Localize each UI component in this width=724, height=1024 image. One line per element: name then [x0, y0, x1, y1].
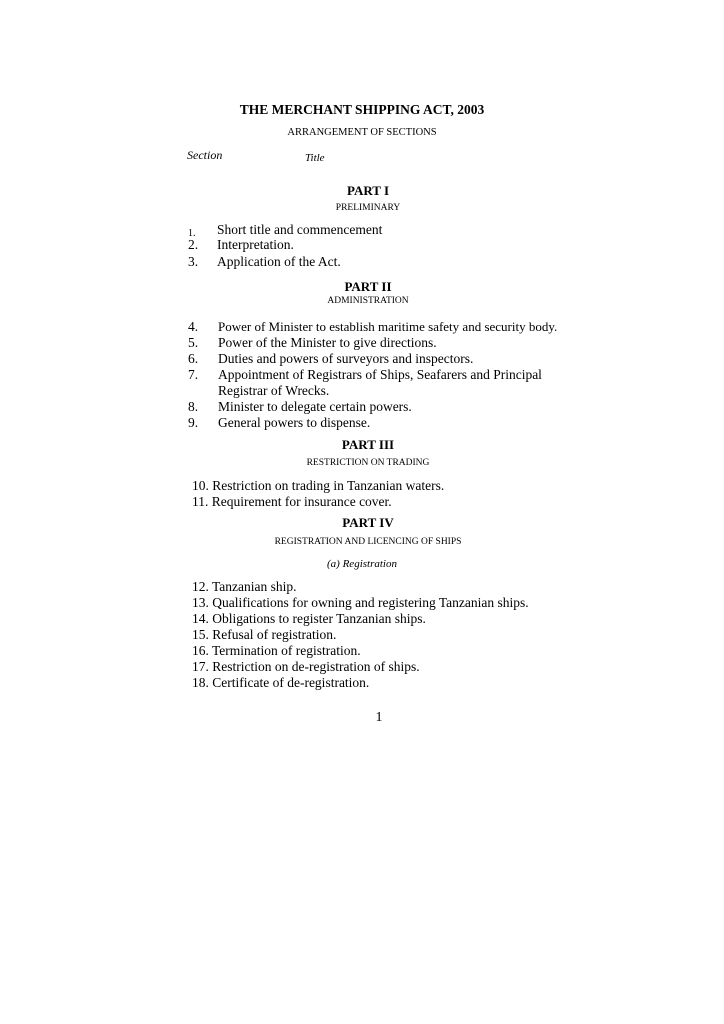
section-title: Application of the Act.	[217, 254, 341, 269]
column-header-section: Section	[187, 148, 223, 162]
part-subheading: RESTRICTION ON TRADING	[306, 458, 430, 468]
section-number: 1.	[188, 228, 196, 239]
division-heading: (a) Registration	[327, 558, 397, 570]
part-heading: PART II	[344, 279, 392, 294]
section-entry: 13. Qualifications for owning and registering Tanzanian ships.	[192, 595, 529, 610]
section-number: 3.	[188, 254, 199, 269]
column-header-title: Title	[305, 152, 325, 164]
section-number: 7.	[188, 367, 199, 382]
section-entry: 18. Certificate of de-registration.	[192, 675, 370, 690]
section-number: 8.	[188, 399, 199, 414]
section-entry: 15. Refusal of registration.	[192, 627, 337, 642]
section-title: Minister to delegate certain powers.	[218, 399, 412, 414]
section-entry: 10. Restriction on trading in Tanzanian waters.	[192, 478, 445, 493]
section-title: Short title and commencement	[217, 222, 383, 237]
section-number: 5.	[188, 335, 199, 350]
part-heading: PART III	[341, 437, 395, 452]
part-subheading: PRELIMINARY	[335, 203, 401, 213]
part-subheading: REGISTRATION AND LICENCING OF SHIPS	[274, 537, 462, 547]
section-title: Power of Minister to establish maritime safety and security body.	[218, 319, 558, 334]
section-entry: 11. Requirement for insurance cover.	[192, 494, 392, 509]
page-number: 1	[375, 710, 383, 725]
part-heading: PART IV	[342, 515, 394, 530]
section-title: Power of the Minister to give directions.	[218, 335, 437, 350]
section-entry: 16. Termination of registration.	[192, 643, 361, 658]
section-entry: 17. Restriction on de-registration of ships.	[192, 659, 420, 674]
section-entry: 12. Tanzanian ship.	[192, 579, 297, 594]
section-title: Appointment of Registrars of Ships, Seafarers and Principal	[218, 367, 542, 382]
section-number: 2.	[188, 237, 199, 252]
section-title: General powers to dispense.	[218, 415, 371, 430]
arrangement-heading: ARRANGEMENT OF SECTIONS	[287, 127, 437, 138]
document-title: THE MERCHANT SHIPPING ACT, 2003	[239, 102, 485, 117]
section-title-continuation: Registrar of Wrecks.	[218, 383, 330, 398]
part-subheading: ADMINISTRATION	[327, 296, 409, 306]
part-heading: PART I	[346, 183, 390, 198]
section-number: 6.	[188, 351, 199, 366]
section-number: 9.	[188, 415, 199, 430]
section-entry: 14. Obligations to register Tanzanian ships.	[192, 611, 426, 626]
section-title: Interpretation.	[217, 237, 294, 252]
section-number: 4.	[188, 319, 199, 334]
section-title: Duties and powers of surveyors and inspectors.	[218, 351, 474, 366]
